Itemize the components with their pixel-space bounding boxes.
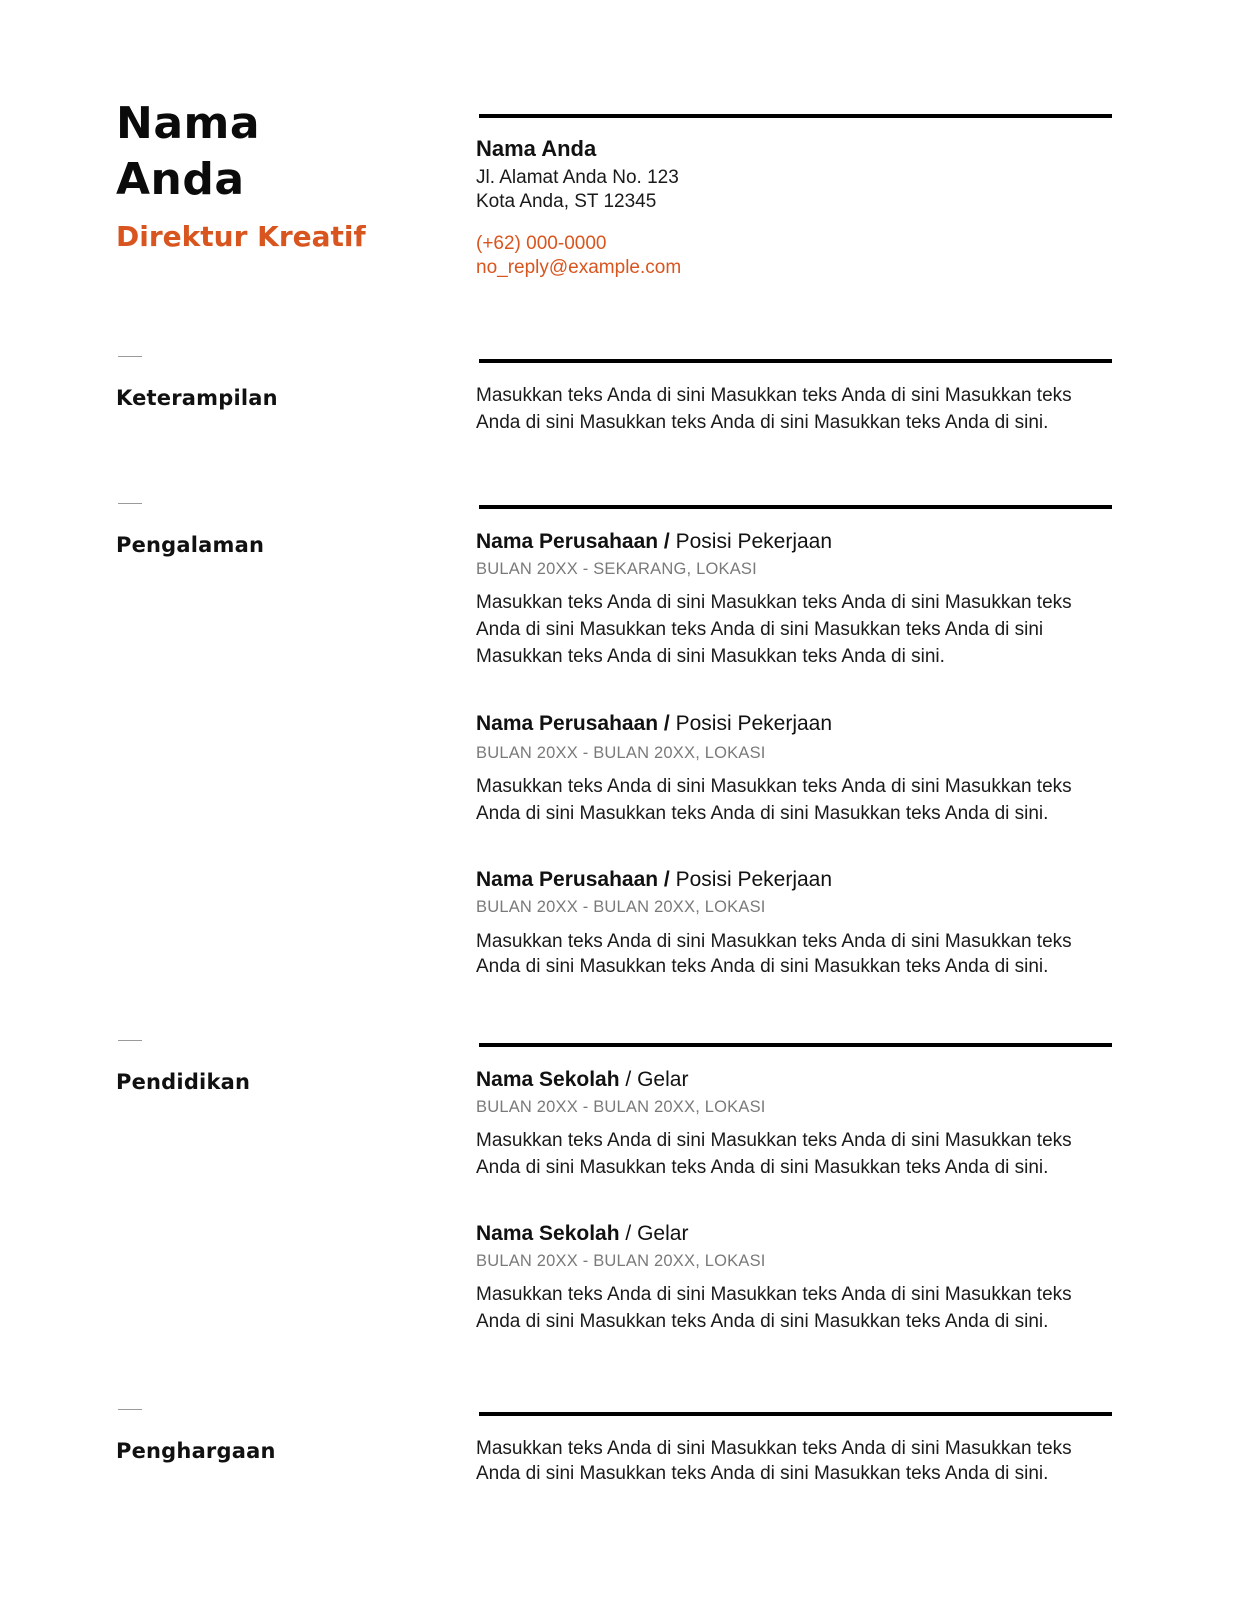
entry-date-location: BULAN 20XX - BULAN 20XX, LOKASI — [476, 744, 766, 762]
entry-heading — [476, 1068, 1116, 1092]
education-entry — [476, 1068, 1116, 1181]
description-line-3: Masukkan teks Anda di sini Masukkan teks Anda di sini. — [476, 646, 945, 667]
description-line-1: Masukkan teks Anda di sini Masukkan teks Anda di sini Masukkan teks — [476, 1130, 1072, 1151]
name-first-line: Nama — [116, 98, 261, 149]
skills-dash — [118, 356, 142, 357]
education-rule — [479, 1043, 1112, 1047]
description-line-1: Masukkan teks Anda di sini Masukkan teks Anda di sini Masukkan teks — [476, 931, 1072, 952]
experience-entry — [476, 530, 1116, 670]
heading-separator: / — [619, 1222, 638, 1245]
skills-rule — [479, 359, 1112, 363]
skills-text-line-1: Masukkan teks Anda di sini Masukkan teks Anda di sini Masukkan teks — [476, 385, 1072, 406]
name-second-line: Anda — [116, 154, 245, 205]
degree: Gelar — [637, 1222, 689, 1245]
school-name: Nama Sekolah — [476, 1068, 620, 1091]
degree: Gelar — [637, 1068, 689, 1091]
skills-text-line-2: Anda di sini Masukkan teks Anda di sini Masukkan teks Anda di sini. — [476, 412, 1049, 433]
phone-number: (+62) 000-0000 — [476, 233, 607, 254]
experience-entry — [476, 712, 1116, 827]
experience-entry — [476, 868, 1116, 979]
entry-heading — [476, 1222, 1116, 1246]
heading-separator: / — [658, 712, 676, 735]
awards-dash — [118, 1409, 142, 1410]
entry-heading — [476, 712, 1116, 736]
description-line-1: Masukkan teks Anda di sini Masukkan teks Anda di sini Masukkan teks — [476, 1284, 1072, 1305]
entry-date-location: BULAN 20XX - BULAN 20XX, LOKASI — [476, 898, 766, 916]
entry-date-location: BULAN 20XX - SEKARANG, LOKASI — [476, 560, 757, 578]
description-line-2: Anda di sini Masukkan teks Anda di sini Masukkan teks Anda di sini. — [476, 803, 1049, 824]
description-line-2: Anda di sini Masukkan teks Anda di sini Masukkan teks Anda di sini. — [476, 956, 1049, 977]
contact-rule — [479, 114, 1112, 118]
experience-rule — [479, 505, 1112, 509]
awards-text-line-1: Masukkan teks Anda di sini Masukkan teks Anda di sini Masukkan teks — [476, 1438, 1072, 1459]
job-position: Posisi Pekerjaan — [675, 868, 833, 891]
address-line-2: Kota Anda, ST 12345 — [476, 191, 657, 212]
entry-date-location: BULAN 20XX - BULAN 20XX, LOKASI — [476, 1098, 766, 1116]
section-title-awards: Penghargaan — [116, 1439, 276, 1463]
email-address: no_reply@example.com — [476, 257, 682, 278]
entry-description — [476, 1281, 1116, 1335]
entry-description — [476, 773, 1116, 827]
awards-text-line-2: Anda di sini Masukkan teks Anda di sini Masukkan teks Anda di sini. — [476, 1463, 1049, 1484]
description-line-2: Anda di sini Masukkan teks Anda di sini Masukkan teks Anda di sini — [476, 619, 1044, 640]
description-line-2: Anda di sini Masukkan teks Anda di sini Masukkan teks Anda di sini. — [476, 1157, 1049, 1178]
education-dash — [118, 1040, 142, 1041]
company-name: Nama Perusahaan — [476, 868, 659, 891]
entry-description — [476, 929, 1116, 979]
awards-rule — [479, 1412, 1112, 1416]
skills-text — [476, 382, 1116, 436]
section-title-skills: Keterampilan — [116, 386, 278, 410]
heading-separator: / — [658, 868, 676, 891]
education-entry — [476, 1222, 1116, 1335]
entry-heading — [476, 868, 1116, 892]
job-position: Posisi Pekerjaan — [675, 530, 833, 553]
entry-date-location: BULAN 20XX - BULAN 20XX, LOKASI — [476, 1252, 766, 1270]
entry-description — [476, 589, 1116, 670]
contact-block — [476, 136, 1116, 280]
contact-name: Nama Anda — [476, 136, 597, 161]
description-line-2: Anda di sini Masukkan teks Anda di sini Masukkan teks Anda di sini. — [476, 1311, 1049, 1332]
job-title: Direktur Kreatif — [116, 220, 366, 253]
school-name: Nama Sekolah — [476, 1222, 620, 1245]
description-line-1: Masukkan teks Anda di sini Masukkan teks Anda di sini Masukkan teks — [476, 776, 1072, 797]
address-line-1: Jl. Alamat Anda No. 123 — [476, 167, 679, 188]
section-title-experience: Pengalaman — [116, 533, 265, 557]
company-name: Nama Perusahaan — [476, 712, 659, 735]
description-line-1: Masukkan teks Anda di sini Masukkan teks Anda di sini Masukkan teks — [476, 592, 1072, 613]
heading-separator: / — [619, 1068, 638, 1091]
section-title-education: Pendidikan — [116, 1070, 251, 1094]
company-name: Nama Perusahaan — [476, 530, 659, 553]
heading-separator: / — [658, 530, 676, 553]
awards-text — [476, 1436, 1116, 1486]
experience-dash — [118, 503, 142, 504]
entry-heading — [476, 530, 1116, 554]
entry-description — [476, 1127, 1116, 1181]
job-position: Posisi Pekerjaan — [675, 712, 833, 735]
